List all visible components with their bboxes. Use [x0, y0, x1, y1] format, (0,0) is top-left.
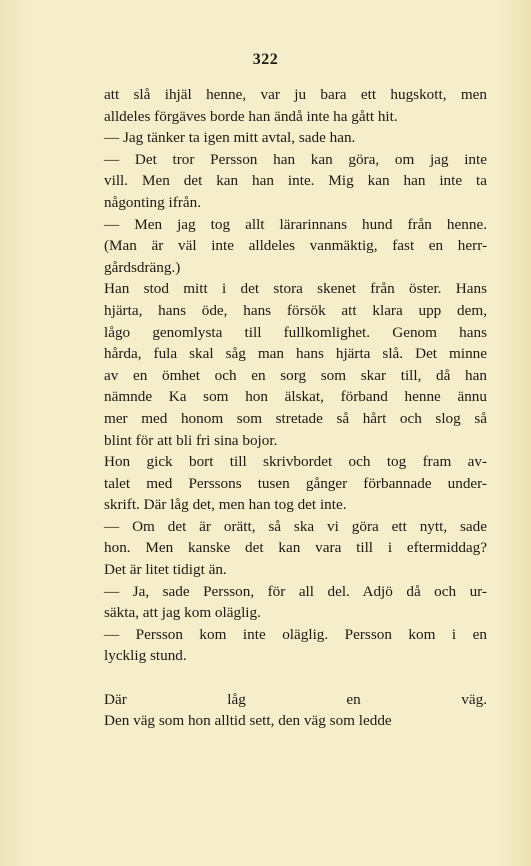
text-line: vill. Men det kan han inte. Mig kan han inte ta [104, 172, 487, 190]
text-line: Han stod mitt i det stora skenet från öster. Hans [104, 280, 487, 298]
text-line: — Det tror Persson han kan göra, om jag inte [104, 150, 487, 168]
text-line: — Ja, sade Persson, för all del. Adjö då och ur- [104, 582, 487, 600]
text-line: nämnde Ka som hon älskat, förband henne ännu [104, 388, 487, 406]
text-line: säkta, att jag kom oläglig. [104, 604, 261, 622]
paragraph [104, 689, 487, 732]
paragraph [104, 149, 487, 214]
paragraph [104, 278, 487, 451]
text-line: gårdsdräng.) [104, 258, 181, 276]
paragraph [104, 624, 487, 667]
paragraph [104, 214, 487, 279]
section-break [104, 667, 487, 689]
page-number: 322 [252, 51, 279, 68]
text-line: — Om det är orätt, så ska vi göra ett nytt, sade [104, 517, 487, 535]
text-line: av en ömhet och en sorg som skar till, då han [104, 366, 487, 384]
text-line: hårda, fula skal såg man hans hjärta slå. Det minne [104, 345, 487, 363]
text-line: att slå ihjäl henne, var ju bara ett hugskott, men [104, 86, 487, 103]
text-line: någonting ifrån. [104, 193, 202, 211]
text-line: alldeles förgäves borde han ändå inte ha gått hit. [104, 107, 398, 125]
body-text [104, 84, 487, 732]
text-line: Det är litet tidigt än. [104, 561, 227, 579]
paragraph [104, 581, 487, 624]
text-line: lågo genomlysta till fullkomlighet. Genom hans [104, 323, 487, 341]
text-line: Den väg som hon alltid sett, den väg som ledde [104, 712, 392, 730]
text-line: talet med Perssons tusen gånger förbannade under- [104, 474, 487, 492]
text-line: lycklig stund. [104, 647, 187, 665]
text-line: — Persson kom inte oläglig. Persson kom i en [104, 625, 487, 643]
text-line: Där låg en väg. [104, 690, 487, 708]
text-line: hjärta, hans öde, hans försök att klara upp dem, [104, 301, 487, 319]
paragraph [104, 451, 487, 516]
text-line: (Man är väl inte alldeles vanmäktig, fast en herr- [104, 237, 487, 255]
paragraph [104, 84, 487, 127]
paragraph [104, 127, 487, 149]
text-line: skrift. Där låg det, men han tog det inte. [104, 496, 347, 514]
text-line: — Men jag tog allt lärarinnans hund från henne. [104, 215, 487, 233]
paragraph [104, 516, 487, 581]
text-line: — Jag tänker ta igen mitt avtal, sade han. [104, 129, 356, 147]
text-line: hon. Men kanske det kan vara till i eftermiddag? [104, 539, 487, 557]
text-line: mer med honom som stretade så hårt och slog så [104, 409, 487, 427]
text-line: Hon gick bort till skrivbordet och tog fram av- [104, 453, 487, 471]
text-line: blint för att bli fri sina bojor. [104, 431, 278, 449]
